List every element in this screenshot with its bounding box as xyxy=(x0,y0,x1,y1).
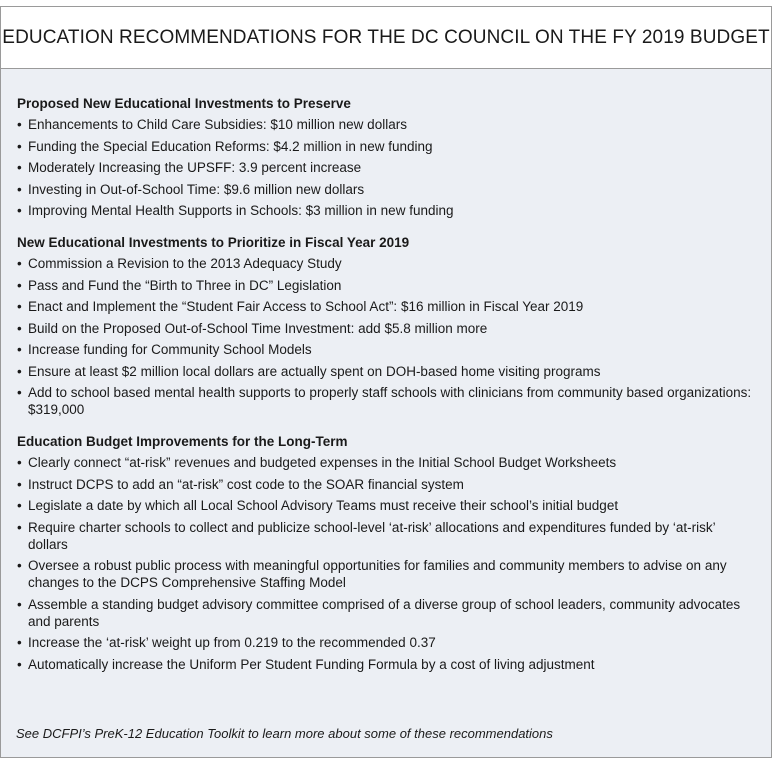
list-item-text: Investing in Out-of-School Time: $9.6 million new dollars xyxy=(28,181,365,197)
bullet-icon: • xyxy=(17,256,22,271)
list-item-text: Increase funding for Community School Models xyxy=(28,342,312,357)
list-item xyxy=(17,557,755,591)
list-item xyxy=(17,181,755,198)
list-item xyxy=(17,255,755,272)
list-item xyxy=(17,596,755,630)
list-item-text: Add to school based mental health supports to properly staff schools with clinicians from community based organizations: $319,000 xyxy=(28,385,752,417)
list-item xyxy=(17,277,755,294)
list-item xyxy=(17,634,755,651)
list-item-text: Oversee a robust public process with meaningful opportunities for families and community members to advise on any changes to the DCPS Comprehensive Staffing Model xyxy=(28,558,727,590)
list-item-text: Moderately Increasing the UPSFF: 3.9 percent increase xyxy=(28,160,362,175)
list-item-text: Automatically increase the Uniform Per Student Funding Formula by a cost of living adjustment xyxy=(28,656,595,672)
bullet-icon: • xyxy=(17,558,22,573)
bullet-icon: • xyxy=(17,385,22,400)
list-item-text: Enhancements to Child Care Subsidies: $10 million new dollars xyxy=(28,117,407,132)
section-title: Proposed New Educational Investments to Preserve xyxy=(17,96,351,111)
section-title: Education Budget Improvements for the Long-Term xyxy=(17,434,348,449)
bullet-icon: • xyxy=(17,635,22,650)
bullet-icon: • xyxy=(17,498,22,513)
list-item xyxy=(17,656,755,673)
recommendations-box xyxy=(0,6,772,758)
bullet-icon: • xyxy=(17,299,22,314)
list-item xyxy=(17,138,755,155)
section-preserve xyxy=(17,95,755,219)
list-item-text: Increase the ‘at-risk’ weight up from 0.219 to the recommended 0.37 xyxy=(28,635,436,650)
bullet-icon: • xyxy=(17,363,22,379)
content xyxy=(1,69,771,673)
list-item xyxy=(17,519,755,553)
list-item-text: Build on the Proposed Out-of-School Time Investment: add $5.8 million more xyxy=(28,320,488,336)
list-item xyxy=(17,320,755,337)
list-item xyxy=(17,497,755,514)
bullet-icon: • xyxy=(17,138,22,154)
list-item-text: Assemble a standing budget advisory committee comprised of a diverse group of school leaders, community advocates and parents xyxy=(28,596,741,629)
list-item-text: Legislate a date by which all Local School Advisory Teams must receive their school’s initial budget xyxy=(28,498,619,513)
bullet-icon: • xyxy=(17,455,22,470)
section-prioritize xyxy=(17,234,755,418)
page-title: EDUCATION RECOMMENDATIONS FOR THE DC COUNCIL ON THE FY 2019 BUDGET xyxy=(2,26,770,48)
bullet-icon: • xyxy=(17,320,22,336)
bullet-list xyxy=(17,454,755,673)
bullet-icon: • xyxy=(17,117,22,132)
bullet-icon: • xyxy=(17,203,22,218)
list-item-text: Enact and Implement the “Student Fair Access to School Act”: $16 million in Fiscal Year 2019 xyxy=(28,299,584,314)
bullet-icon: • xyxy=(17,160,22,175)
list-item xyxy=(17,363,755,380)
list-item xyxy=(17,384,755,418)
bullet-icon: • xyxy=(17,181,22,197)
bullet-list xyxy=(17,116,755,219)
bullet-icon: • xyxy=(17,277,22,293)
list-item xyxy=(17,202,755,219)
bullet-icon: • xyxy=(17,519,22,535)
list-item xyxy=(17,476,755,493)
list-item xyxy=(17,341,755,358)
list-item-text: Improving Mental Health Supports in Schools: $3 million in new funding xyxy=(28,203,454,218)
footnote: See DCFPI’s PreK-12 Education Toolkit to learn more about some of these recommendations xyxy=(16,726,553,741)
bullet-icon: • xyxy=(17,342,22,357)
list-item xyxy=(17,454,755,471)
header xyxy=(1,7,771,69)
list-item-text: Clearly connect “at-risk” revenues and budgeted expenses in the Initial School Budget Worksheets xyxy=(28,455,617,470)
list-item-text: Funding the Special Education Reforms: $4.2 million in new funding xyxy=(28,138,433,154)
list-item-text: Pass and Fund the “Birth to Three in DC” Legislation xyxy=(28,277,342,293)
bullet-icon: • xyxy=(17,596,22,612)
bullet-list xyxy=(17,255,755,418)
section-long-term xyxy=(17,433,755,673)
list-item xyxy=(17,298,755,315)
list-item xyxy=(17,159,755,176)
list-item-text: Ensure at least $2 million local dollars are actually spent on DOH-based home visiting programs xyxy=(28,363,601,379)
list-item-text: Commission a Revision to the 2013 Adequacy Study xyxy=(28,256,342,271)
section-title: New Educational Investments to Prioritize in Fiscal Year 2019 xyxy=(17,235,410,250)
bullet-icon: • xyxy=(17,476,22,492)
list-item xyxy=(17,116,755,133)
list-item-text: Require charter schools to collect and publicize school-level ‘at-risk’ allocations and expenditures funded by ‘at-risk’ dollars xyxy=(28,519,716,552)
bullet-icon: • xyxy=(17,656,22,672)
list-item-text: Instruct DCPS to add an “at-risk” cost code to the SOAR financial system xyxy=(28,476,464,492)
